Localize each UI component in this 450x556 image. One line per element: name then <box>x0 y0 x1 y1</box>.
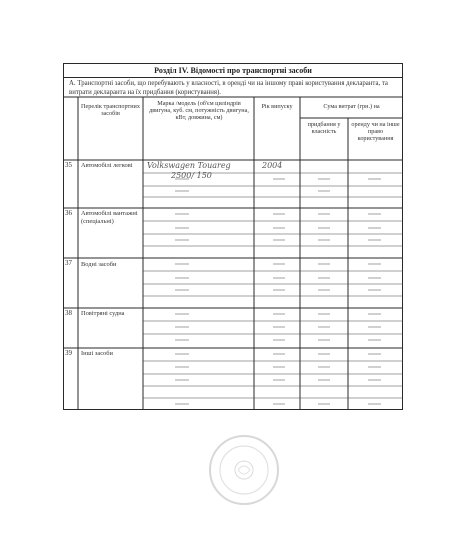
row-number: 35 <box>65 161 72 169</box>
row-number: 37 <box>65 259 72 267</box>
header-year: Рік випуску <box>261 103 293 110</box>
row-label-water: Водні засоби <box>81 261 117 268</box>
round-seal-stamp-icon <box>207 433 281 507</box>
section-title: Розділ IV. Відомості про транспортні засоби <box>63 63 403 78</box>
handwritten-brand: Volkswagen Touareg <box>147 161 231 170</box>
row-label-trucks: Автомобілі вантажні (спеціальні) <box>81 210 138 225</box>
header-brand-model: Марка /модель (об'єм циліндрів двигуна, куб. см, потужність двигуна, кВт, довжина, см) <box>149 100 249 121</box>
header-sum: Сума витрат (грн.) на <box>323 103 380 110</box>
handwritten-year: 2004 <box>262 161 283 170</box>
row-number: 38 <box>65 309 72 317</box>
declaration-section <box>63 63 403 410</box>
row-label-air: Повітряні судна <box>81 310 125 317</box>
handwritten-engine: 2500/ 150 <box>171 171 212 180</box>
row-label-cars: Автомобілі легкові <box>81 162 133 169</box>
header-rent: оренду чи на інше право користування <box>351 121 400 142</box>
row-number: 36 <box>65 209 72 217</box>
header-vehicle-list: Перелік транспортних засобів <box>81 103 140 117</box>
section-intro: А. Транспортні засоби, що перебувають у власності, в оренді чи на іншому праві користування декларанта, та витрати декларанта на їх придбання (користування). <box>69 80 388 96</box>
row-number: 39 <box>65 349 72 357</box>
header-own: придбання у власність <box>307 121 341 135</box>
row-label-other: Інші засоби <box>81 350 113 357</box>
